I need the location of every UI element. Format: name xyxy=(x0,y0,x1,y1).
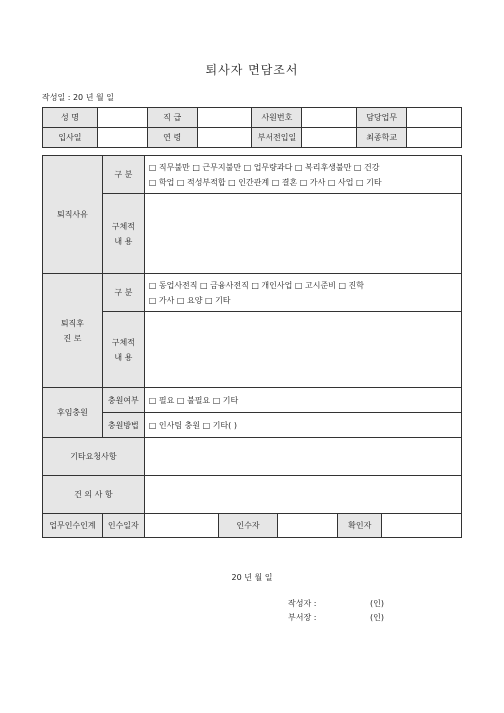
interview-table xyxy=(42,155,462,538)
page-title: 퇴사자 면담조서 xyxy=(205,63,299,77)
transfer-date-field[interactable] xyxy=(302,128,357,148)
age-field[interactable] xyxy=(197,128,252,148)
transfer-date-label: 부서전입일 xyxy=(252,128,302,148)
school-field[interactable] xyxy=(407,128,462,148)
suggestion-field[interactable] xyxy=(144,476,461,514)
recruit-method-options[interactable]: □ 인사팀 충원 □ 기타( ) xyxy=(144,413,461,438)
recruit-need-options[interactable]: □ 필요 □ 불필요 □ 기타 xyxy=(144,388,461,413)
recruit-need-label: 충원여부 xyxy=(102,388,144,413)
reason-detail-label-2: 내 용 xyxy=(114,236,133,246)
reason-options-line2[interactable]: □ 학업 □ 적성부적합 □ 인간관계 □ 결혼 □ 가사 □ 사업 □ 기타 xyxy=(148,177,382,187)
employee-id-field[interactable] xyxy=(302,108,357,128)
manager-label: 부서장 : xyxy=(288,613,317,622)
duty-label: 담당업무 xyxy=(357,108,407,128)
recruit-section-label: 후임충원 xyxy=(43,388,103,438)
career-section-label-1: 퇴직후 xyxy=(60,318,85,328)
career-detail-label-2: 내 용 xyxy=(114,352,133,362)
recruit-method-label: 충원방법 xyxy=(102,413,144,438)
receiver-label: 인수자 xyxy=(218,514,278,538)
name-label: 성 명 xyxy=(43,108,98,128)
basic-info-table xyxy=(42,107,462,148)
confirmer-field[interactable] xyxy=(382,514,462,538)
position-field[interactable] xyxy=(197,108,252,128)
name-field[interactable] xyxy=(97,108,147,128)
career-detail-label-1: 구체적 xyxy=(111,337,135,347)
footer-date: 20 년 월 일 xyxy=(231,573,273,582)
duty-field[interactable] xyxy=(407,108,462,128)
career-options-line2[interactable]: □ 가사 □ 요양 □ 기타 xyxy=(148,295,231,305)
reason-detail-label xyxy=(102,194,144,274)
career-checkboxes[interactable] xyxy=(144,274,461,312)
receiver-field[interactable] xyxy=(278,514,338,538)
age-label: 연 령 xyxy=(147,128,197,148)
handover-date-label: 인수일자 xyxy=(102,514,144,538)
career-detail-field[interactable] xyxy=(144,312,461,388)
writer-seal[interactable]: (인) xyxy=(370,599,384,608)
career-section-label-2: 진 로 xyxy=(63,333,82,343)
handover-label: 업무인수인계 xyxy=(43,514,103,538)
reason-checkboxes[interactable] xyxy=(144,156,461,194)
confirmer-label: 확인자 xyxy=(338,514,382,538)
join-date-field[interactable] xyxy=(97,128,147,148)
career-section-label xyxy=(43,274,103,388)
career-category-label: 구 분 xyxy=(102,274,144,312)
other-request-label: 기타요청사항 xyxy=(43,438,145,476)
date-line: 작성일 : 20 년 월 일 xyxy=(42,93,114,102)
join-date-label: 입사일 xyxy=(43,128,98,148)
other-request-field[interactable] xyxy=(144,438,461,476)
position-label: 직 급 xyxy=(147,108,197,128)
career-detail-label xyxy=(102,312,144,388)
reason-section-label: 퇴직사유 xyxy=(43,156,103,274)
reason-detail-label-1: 구체적 xyxy=(111,221,135,231)
career-options-line1[interactable]: □ 동업사전직 □ 금융사전직 □ 개인사업 □ 고시준비 □ 진학 xyxy=(148,280,365,290)
handover-date-field[interactable] xyxy=(144,514,218,538)
suggestion-label: 건 의 사 항 xyxy=(43,476,145,514)
reason-options-line1[interactable]: □ 직무불만 □ 근무지불만 □ 업무량과다 □ 복리후생불만 □ 건강 xyxy=(148,162,380,172)
manager-seal[interactable]: (인) xyxy=(370,613,384,622)
school-label: 최종학교 xyxy=(357,128,407,148)
writer-label: 작성자 : xyxy=(288,599,317,608)
employee-id-label: 사원번호 xyxy=(252,108,302,128)
reason-detail-field[interactable] xyxy=(144,194,461,274)
reason-category-label: 구 분 xyxy=(102,156,144,194)
